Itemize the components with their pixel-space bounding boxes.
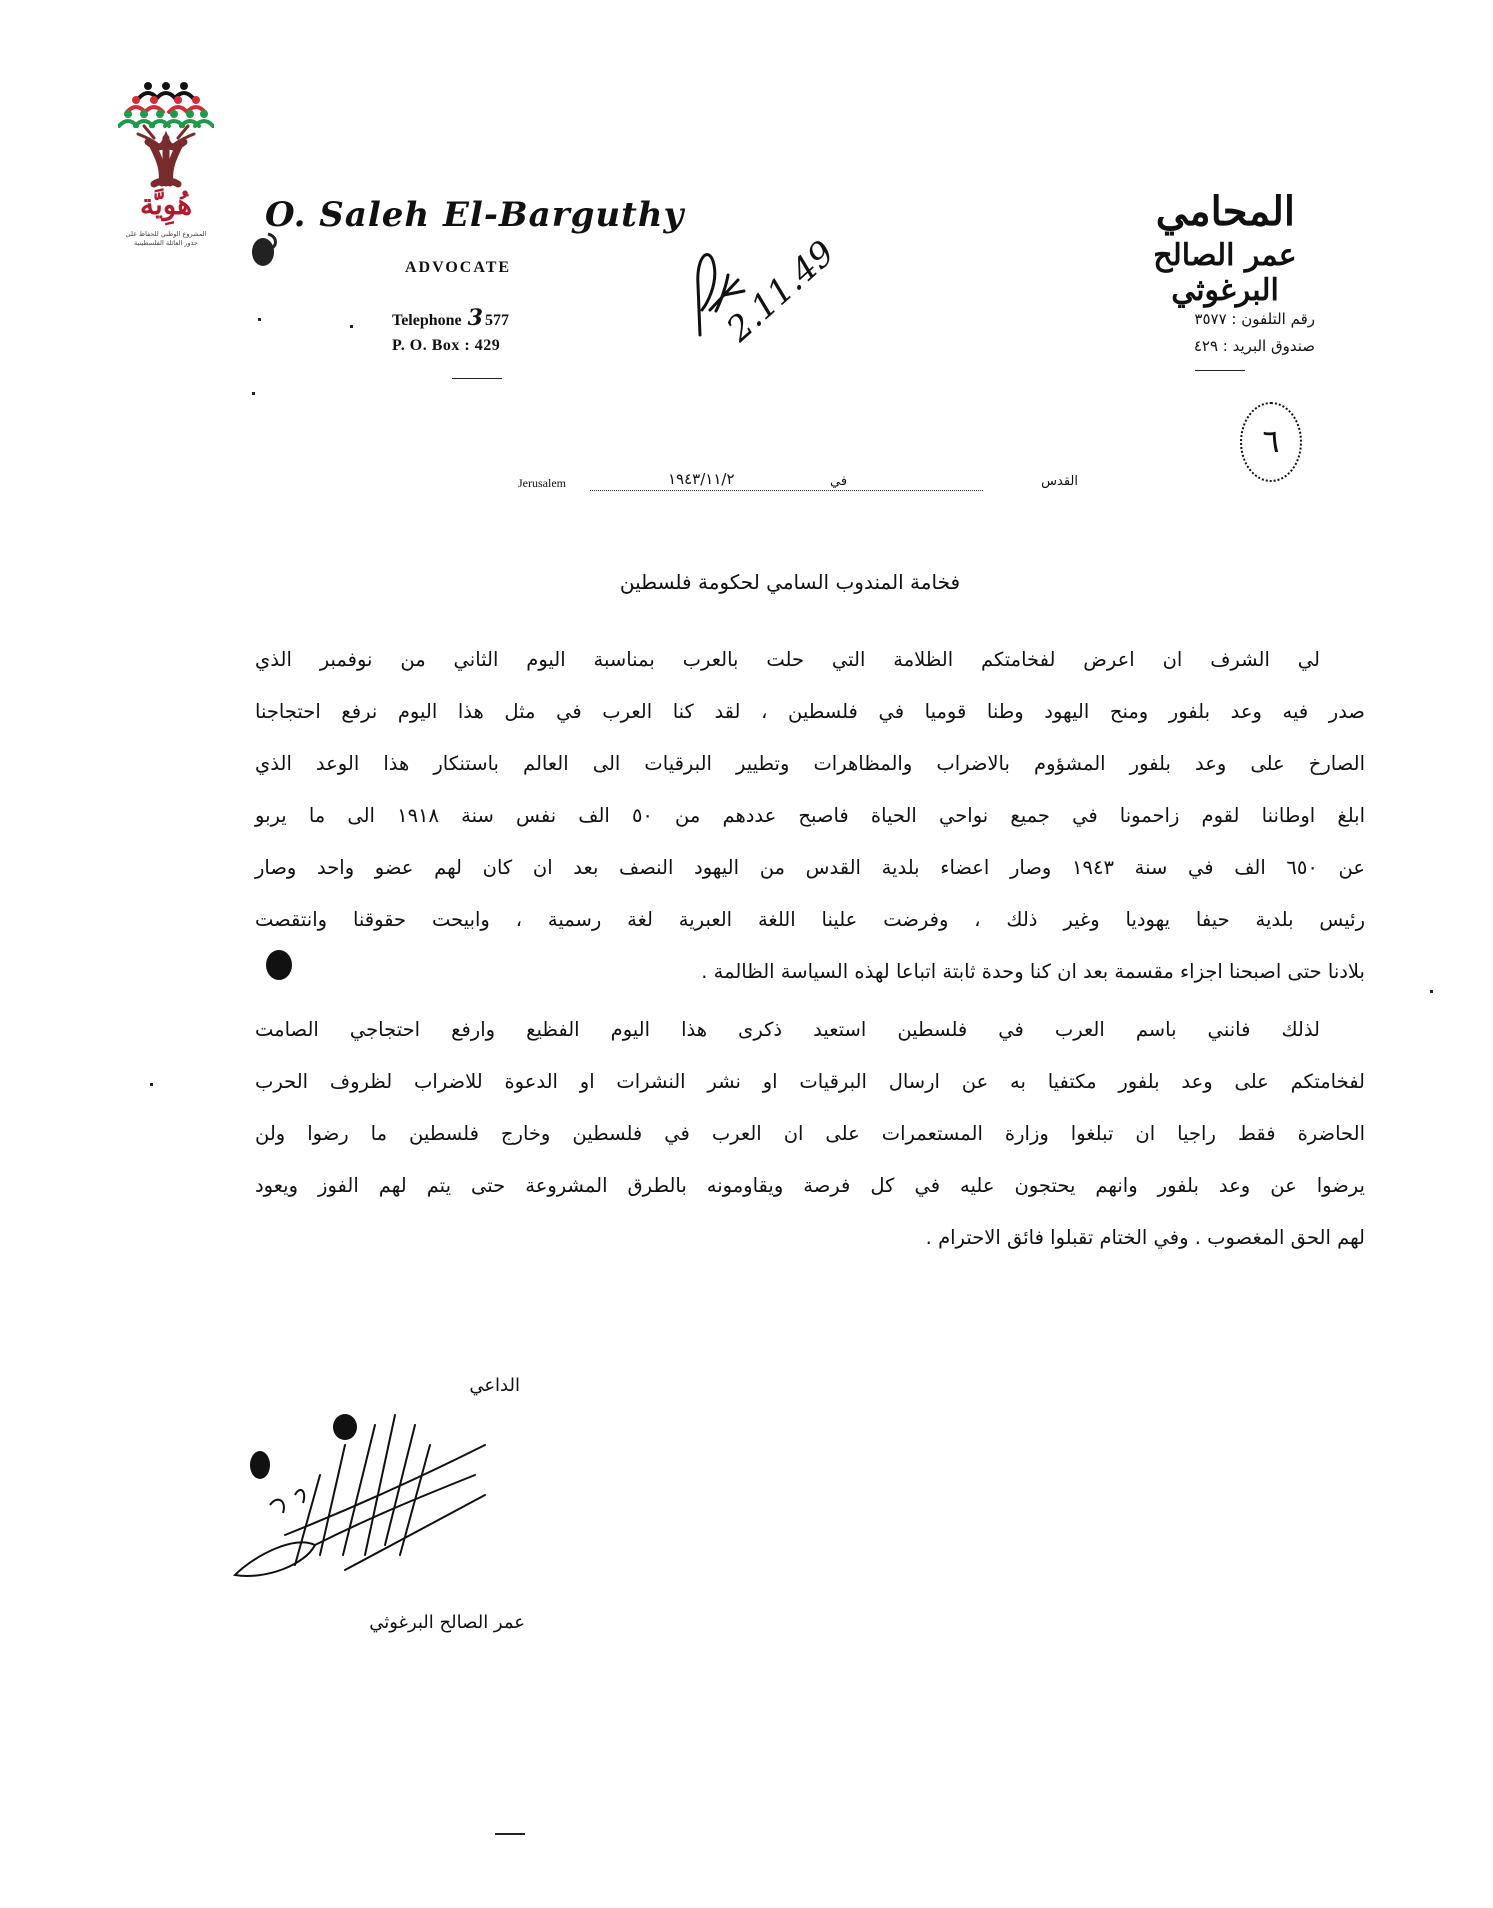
handwritten-date: 2.11.49 xyxy=(719,233,843,350)
scan-speck xyxy=(1430,990,1433,993)
logo-figure-head xyxy=(162,82,170,90)
letterhead-name-ar: عمر الصالح البرغوثي xyxy=(1153,238,1297,308)
hole-punch-mark xyxy=(266,950,292,980)
salutation: فخامة المندوب السامي لحكومة فلسطين xyxy=(619,570,961,594)
letterhead-phone-ar: رقم التلفون : ٣٥٧٧ xyxy=(1194,310,1315,328)
date-dotted-line xyxy=(590,490,983,491)
logo-figure-head xyxy=(150,96,158,104)
letterhead-title-ar: المحامي xyxy=(1155,188,1295,235)
letterhead-pobox-en: P. O. Box : 429 xyxy=(392,337,501,354)
date-fi: في xyxy=(830,474,848,489)
logo-title: هُوِيَّة xyxy=(139,188,193,221)
logo-figure-head xyxy=(170,110,178,118)
date-value: ١٩٤٣/١١/٢ xyxy=(668,470,735,488)
logo-figure-head xyxy=(186,110,194,118)
handwritten-signature xyxy=(225,1405,525,1605)
body-line: لهم الحق المغصوب . وفي الختام تقبلوا فائق الاحترام . xyxy=(925,1226,1365,1249)
phone-number: 577 xyxy=(484,312,509,329)
body-line: لفخامتكم على وعد بلفور مكتفيا به عن ارسال البرقيات او نشر النشرات او الدعوة للاضراب لظروف الحرب xyxy=(255,1070,1365,1093)
date-line xyxy=(518,470,1078,498)
letterhead-title-en: ADVOCATE xyxy=(405,259,512,276)
circled-number-stamp xyxy=(1240,402,1302,482)
letterhead-name-en: O. Saleh El-Barguthy xyxy=(265,195,685,235)
hawiya-logo xyxy=(118,78,214,268)
body-line: بلادنا حتى اصبحنا اجزاء مقسمة بعد ان كنا وحدة ثابتة اتباعا لهذه السياسة الظالمة . xyxy=(701,960,1365,983)
logo-figure-head xyxy=(124,110,132,118)
phone-label: Telephone xyxy=(392,312,462,329)
scan-speck xyxy=(252,392,255,395)
body-line: لي الشرف ان اعرض لفخامتكم الظلامة التي حلت بالعرب بمناسبة اليوم الثاني من نوفمبر الذي xyxy=(255,648,1320,671)
scan-speck xyxy=(258,318,261,321)
handwritten-initials xyxy=(680,225,860,365)
scan-speck xyxy=(350,325,353,328)
body-line: الحاضرة فقط راجيا ان تبلغوا وزارة المستعمرات على ان العرب في فلسطين وخارج فلسطين ما رضوا ولن xyxy=(255,1122,1365,1145)
scan-speck xyxy=(495,1833,525,1835)
logo-figure-head xyxy=(174,96,182,104)
letterhead-divider xyxy=(452,378,502,379)
scan-speck xyxy=(150,1083,153,1086)
stamp-number: ٦ xyxy=(1262,422,1280,460)
date-label-ar: القدس xyxy=(1041,474,1078,489)
letterhead-pobox-ar: صندوق البريد : ٤٢٩ xyxy=(1193,337,1315,355)
logo-figure-head xyxy=(132,96,140,104)
logo-figure-head xyxy=(200,110,208,118)
ornamental-initial-icon xyxy=(250,230,282,270)
logo-figure-head xyxy=(192,96,200,104)
body-line: الصارخ على وعد بلفور المشؤوم بالاضراب والمظاهرات وتطيير البرقيات الى العالم باستنكار هذا الوعد الذي xyxy=(255,752,1365,775)
body-line: رئيس بلدية حيفا يهوديا وغير ذلك ، وفرضت علينا اللغة العبرية لغة رسمية ، وابيحت حقوقنا وانتقصت xyxy=(255,908,1365,931)
logo-figure-head xyxy=(144,82,152,90)
logo-subtitle: المشروع الوطني للحفاظ على جذور العائلة الفلسطينية xyxy=(125,230,207,247)
body-line: يرضوا عن وعد بلفور وانهم يحتجون عليه في كل فرصة ويقاومونه بالطرق المشروعة حتى يتم لهم الفوز ويعود xyxy=(255,1174,1365,1197)
body-line: لذلك فانني باسم العرب في فلسطين استعيد ذكرى هذا اليوم الفظيع وارفع احتجاجي الصامت xyxy=(255,1018,1320,1041)
letterhead-divider-ar xyxy=(1195,370,1245,371)
phone-handwritten-digit: 3 xyxy=(467,305,483,331)
logo-figure-head xyxy=(156,110,164,118)
date-label-en: Jerusalem xyxy=(518,476,566,490)
closing-label: الداعي xyxy=(469,1375,520,1396)
logo-figure-head xyxy=(180,82,188,90)
logo-figure-arms xyxy=(157,93,175,98)
letterhead-phone-en xyxy=(392,305,509,331)
body-line: عن ٦٥٠ الف في سنة ١٩٤٣ وصار اعضاء بلدية القدس من اليهود النصف بعد ان كان لهم عضو واحد وصار xyxy=(255,856,1365,879)
family-tree-logo-icon xyxy=(118,78,214,188)
body-line: ابلغ اوطاننا لقوم زاحمونا في جميع نواحي الحياة فاصبح عددهم من ٥٠ الف نفس سنة ١٩١٨ الى ما يربو xyxy=(255,804,1365,827)
signer-name: عمر الصالح البرغوثي xyxy=(369,1612,525,1633)
logo-figure-arms xyxy=(195,121,213,126)
logo-figure-head xyxy=(140,110,148,118)
body-line: صدر فيه وعد بلفور ومنح اليهود وطنا قوميا في فلسطين ، لقد كنا العرب في مثل هذا اليوم نرفع احتجاجنا xyxy=(255,700,1365,723)
